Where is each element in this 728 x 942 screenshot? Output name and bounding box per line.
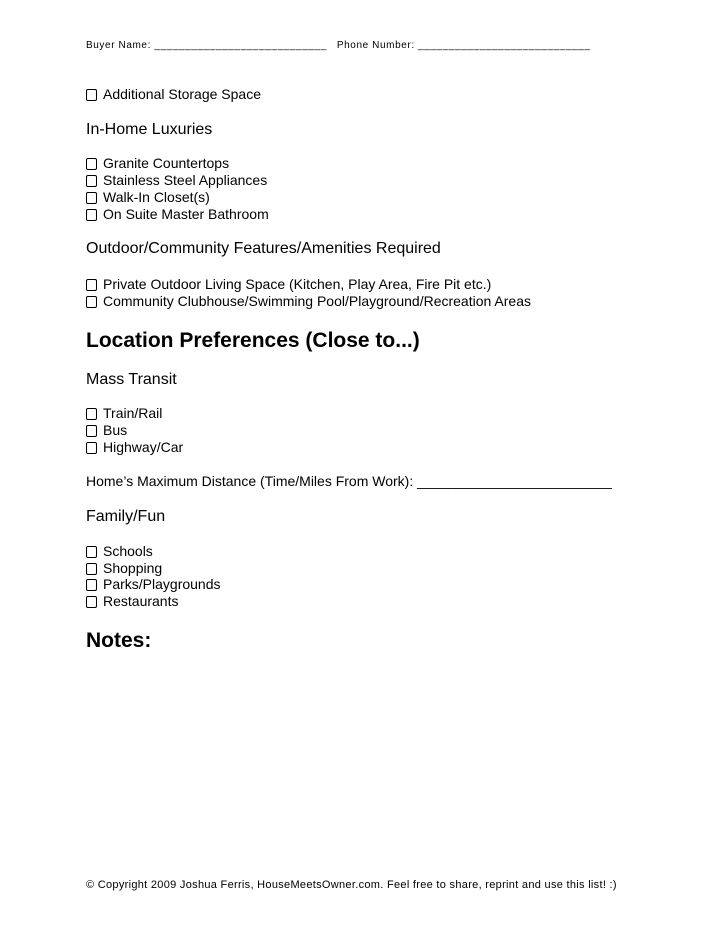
checkbox[interactable] <box>86 296 97 308</box>
checklist-item-label: Schools <box>103 543 153 559</box>
checklist-item-label: Walk-In Closet(s) <box>103 189 210 205</box>
checklist-item-label: Shopping <box>103 560 163 576</box>
checkbox[interactable] <box>86 425 97 437</box>
section-title-family-fun: Family/Fun <box>86 508 166 525</box>
checklist-item-appliances[interactable] <box>86 172 267 189</box>
checklist-item-shopping[interactable] <box>86 560 162 577</box>
checklist-item-restaurants[interactable] <box>86 593 178 610</box>
checkbox[interactable] <box>86 209 97 221</box>
checklist-item-train[interactable] <box>86 405 162 422</box>
checklist-item-label: Community Clubhouse/Swimming Pool/Playground/Recreation Areas <box>103 293 531 309</box>
checklist-item-label: Parks/Playgrounds <box>103 576 221 592</box>
section-title-mass-transit: Mass Transit <box>86 371 177 388</box>
checklist-item-closets[interactable] <box>86 189 210 206</box>
checklist-item-label: Train/Rail <box>103 405 163 421</box>
checkbox[interactable] <box>86 563 97 575</box>
checklist-item-label: On Suite Master Bathroom <box>103 206 269 222</box>
max-distance-field[interactable]: Home’s Maximum Distance (Time/Miles From Work): _________________________ <box>86 473 612 489</box>
checkbox[interactable] <box>86 89 97 101</box>
checklist-item-label: Granite Countertops <box>103 155 230 171</box>
checklist-item-highway[interactable] <box>86 439 183 456</box>
section-title-outdoor: Outdoor/Community Features/Amenities Required <box>86 240 441 257</box>
checkbox[interactable] <box>86 442 97 454</box>
checkbox[interactable] <box>86 192 97 204</box>
checklist-item-label: Private Outdoor Living Space (Kitchen, Play Area, Fire Pit etc.) <box>103 276 492 292</box>
checkbox[interactable] <box>86 279 97 291</box>
checkbox[interactable] <box>86 158 97 170</box>
checklist-item-label: Highway/Car <box>103 439 184 455</box>
checklist-item-storage[interactable] <box>86 86 261 103</box>
checklist-item-outdoor-living[interactable] <box>86 276 491 293</box>
checkbox[interactable] <box>86 175 97 187</box>
checklist-item-label: Additional Storage Space <box>103 86 261 102</box>
buyer-name-field[interactable]: Buyer Name: ____________________________ <box>86 40 327 51</box>
checkbox[interactable] <box>86 546 97 558</box>
section-title-notes: Notes: <box>86 629 152 652</box>
checklist-item-parks[interactable] <box>86 576 221 593</box>
checklist-item-bus[interactable] <box>86 422 127 439</box>
checkbox[interactable] <box>86 596 97 608</box>
checklist-item-master-bath[interactable] <box>86 206 269 223</box>
checklist-item-label: Bus <box>103 422 128 438</box>
header-fields <box>86 40 591 51</box>
section-title-in-home: In-Home Luxuries <box>86 121 213 138</box>
checklist-item-clubhouse[interactable] <box>86 293 531 310</box>
checkbox[interactable] <box>86 579 97 591</box>
section-title-location: Location Preferences (Close to...) <box>86 329 420 352</box>
checklist-item-schools[interactable] <box>86 543 153 560</box>
footer-copyright: © Copyright 2009 Joshua Ferris, HouseMeetsOwner.com. Feel free to share, reprint and use this list! :) <box>86 879 617 891</box>
checklist-item-granite[interactable] <box>86 155 229 172</box>
checkbox[interactable] <box>86 408 97 420</box>
checklist-item-label: Restaurants <box>103 593 179 609</box>
phone-number-field[interactable]: Phone Number: ____________________________ <box>336 40 591 51</box>
checklist-item-label: Stainless Steel Appliances <box>103 172 268 188</box>
